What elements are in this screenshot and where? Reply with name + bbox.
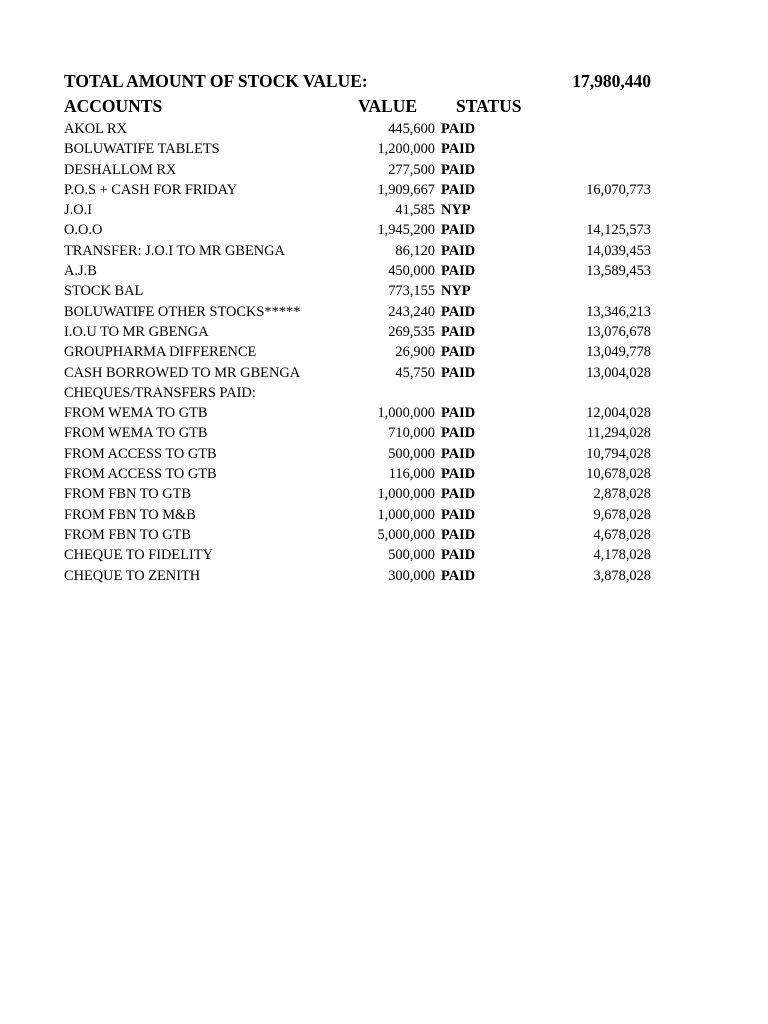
table-row [64,262,664,282]
value-cell: 243,240 [388,303,435,320]
balance-cell: 4,178,028 [593,547,651,564]
table-row [64,120,664,140]
table-row [64,242,664,262]
total-stock-value-label: TOTAL AMOUNT OF STOCK VALUE: [64,71,368,91]
account-cell: FROM WEMA TO GTB [64,405,208,422]
value-cell: 300,000 [388,567,435,584]
value-cell: 26,900 [395,344,435,361]
table-row [64,465,664,485]
value-cell: 1,000,000 [377,405,435,422]
account-cell: GROUPHARMA DIFFERENCE [64,344,257,361]
table-row [64,181,664,201]
table-row [64,343,664,363]
account-cell: CHEQUE TO FIDELITY [64,547,213,564]
total-stock-value-amount: 17,980,440 [572,71,651,91]
account-cell: A.J.B [64,263,97,280]
total-stock-value-row [64,71,664,93]
account-cell: BOLUWATIFE OTHER STOCKS***** [64,303,301,320]
status-cell: PAID [441,263,476,280]
value-cell: 773,155 [388,283,435,300]
table-row [64,506,664,526]
accounts-header: ACCOUNTS [64,96,163,116]
status-cell: PAID [441,425,476,442]
value-cell: 116,000 [388,466,435,483]
account-cell: FROM ACCESS TO GTB [64,466,217,483]
status-cell: PAID [441,506,476,523]
column-header-row [64,96,664,118]
status-cell: PAID [441,161,476,178]
value-cell: 5,000,000 [377,526,435,543]
status-cell: PAID [441,242,476,259]
status-cell: PAID [441,141,476,158]
value-cell: 710,000 [388,425,435,442]
balance-cell: 16,070,773 [586,181,651,198]
status-cell: PAID [441,364,476,381]
status-cell: PAID [441,405,476,422]
value-cell: 86,120 [395,242,435,259]
status-cell: PAID [441,323,476,340]
balance-cell: 14,039,453 [586,242,651,259]
value-cell: 500,000 [388,547,435,564]
value-cell: 45,750 [395,364,435,381]
table-row [64,161,664,181]
table-row [64,282,664,302]
account-cell: O.O.O [64,222,103,239]
balance-cell: 2,878,028 [593,486,651,503]
table-row [64,404,664,424]
account-cell: CHEQUE TO ZENITH [64,567,201,584]
balance-cell: 10,678,028 [586,466,651,483]
value-cell: 1,200,000 [377,141,435,158]
value-cell: 269,535 [388,323,435,340]
balance-cell: 14,125,573 [586,222,651,239]
balance-cell: 3,878,028 [593,567,651,584]
table-row [64,526,664,546]
value-cell: 500,000 [388,445,435,462]
balance-cell: 4,678,028 [593,526,651,543]
accounts-table [64,120,664,587]
account-cell: BOLUWATIFE TABLETS [64,141,220,158]
status-cell: PAID [441,222,476,239]
value-cell: 1,945,200 [377,222,435,239]
table-row [64,364,664,384]
value-header: VALUE [358,96,418,116]
account-cell: I.O.U TO MR GBENGA [64,323,209,340]
value-cell: 445,600 [388,121,435,137]
status-cell: PAID [441,486,476,503]
balance-cell: 13,076,678 [586,323,651,340]
value-cell: 41,585 [395,202,435,219]
table-row [64,323,664,343]
value-cell: 1,909,667 [377,181,435,198]
table-row [64,546,664,566]
balance-cell: 13,589,453 [586,263,651,280]
status-cell: PAID [441,526,476,543]
account-cell: FROM FBN TO GTB [64,526,192,543]
account-cell: TRANSFER: J.O.I TO MR GBENGA [64,242,285,259]
account-cell: FROM FBN TO GTB [64,486,192,503]
status-cell: NYP [441,202,471,219]
table-row [64,303,664,323]
status-cell: PAID [441,181,476,198]
status-cell: PAID [441,567,476,584]
table-row [64,384,664,404]
status-cell: PAID [441,445,476,462]
balance-cell: 13,346,213 [586,303,651,320]
balance-cell: 12,004,028 [586,405,651,422]
status-cell: PAID [441,466,476,483]
table-row [64,485,664,505]
account-cell: FROM WEMA TO GTB [64,425,208,442]
value-cell: 1,000,000 [377,506,435,523]
balance-cell: 13,049,778 [586,344,651,361]
status-cell: NYP [441,283,471,300]
account-cell: AKOL RX [64,121,128,137]
balance-cell: 11,294,028 [586,425,651,442]
account-cell: CHEQUES/TRANSFERS PAID: [64,384,256,401]
status-cell: PAID [441,121,476,137]
value-cell: 450,000 [388,263,435,280]
status-header: STATUS [456,96,522,116]
table-row [64,445,664,465]
table-row [64,221,664,241]
value-cell: 1,000,000 [377,486,435,503]
table-row [64,424,664,444]
balance-cell: 13,004,028 [586,364,651,381]
account-cell: FROM ACCESS TO GTB [64,445,217,462]
table-row [64,140,664,160]
table-row [64,201,664,221]
account-cell: DESHALLOM RX [64,161,177,178]
status-cell: PAID [441,547,476,564]
account-cell: CASH BORROWED TO MR GBENGA [64,364,301,381]
account-cell: J.O.I [64,202,92,219]
account-cell: FROM FBN TO M&B [64,506,196,523]
status-cell: PAID [441,303,476,320]
balance-cell: 10,794,028 [586,445,651,462]
table-row [64,567,664,587]
account-cell: P.O.S + CASH FOR FRIDAY [64,181,238,198]
value-cell: 277,500 [388,161,435,178]
account-cell: STOCK BAL [64,283,144,300]
status-cell: PAID [441,344,476,361]
balance-cell: 9,678,028 [593,506,651,523]
